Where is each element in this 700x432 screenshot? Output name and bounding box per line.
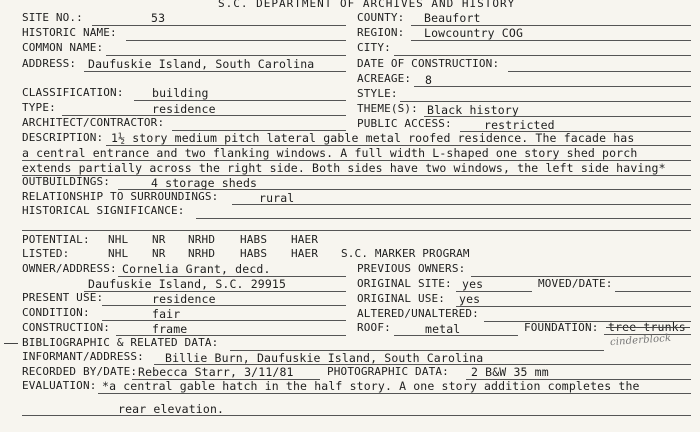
original-use-line [456,306,691,307]
region-label: REGION: [357,26,405,39]
potential-haer[interactable]: HAER [291,233,319,246]
type-label: TYPE: [22,101,56,114]
description-line-3: extends partially across the right side. Both sides have two windows, the left side having* [22,161,666,175]
address-line [84,71,346,72]
classification-label: CLASSIFICATION: [22,86,124,99]
moved-date-line [615,291,691,292]
description-rule-3 [22,175,691,176]
description-line-1: 1½ story medium pitch lateral gable metal roofed residence. The facade has [111,131,635,145]
classification-line [134,100,346,101]
foundation-handwritten: cinderblock [609,332,672,349]
margin-tick [4,343,18,344]
county-label: COUNTY: [357,11,405,24]
address-value: Daufuskie Island, South Carolina [88,57,315,71]
classification-value: building [152,86,209,100]
county-value: Beaufort [424,11,481,25]
previous-owners-label: PREVIOUS OWNERS: [357,262,466,275]
evaluation-line-2: rear elevation. [118,402,225,416]
present-use-label: PRESENT USE: [22,291,104,304]
site-no-value: 53 [151,11,166,25]
themes-line [424,116,691,117]
recorded-value: Rebecca Starr, 3/11/81 [138,365,294,379]
recorded-label: RECORDED BY/DATE: [22,365,138,378]
significance-line [196,218,691,219]
listed-nr[interactable]: NR [152,247,166,260]
evaluation-label: EVALUATION: [22,379,97,392]
foundation-label: FOUNDATION: [524,321,599,334]
city-line [394,55,691,56]
marker-program-label: S.C. MARKER PROGRAM [341,247,470,260]
description-label: DESCRIPTION: [22,131,104,144]
type-value: residence [152,102,216,116]
site-no-label: SITE NO.: [22,11,83,24]
potential-habs[interactable]: HABS [240,233,268,246]
style-label: STYLE: [357,87,398,100]
condition-value: fair [152,307,181,321]
informant-value: Billie Burn, Daufuskie Island, South Carolina [165,351,484,365]
original-use-value: yes [459,292,481,306]
construction-value: frame [152,322,188,336]
common-name-line [106,55,346,56]
roof-line [394,335,518,336]
foundation-strikethrough [606,327,690,328]
significance-label: HISTORICAL SIGNIFICANCE: [22,204,185,217]
altered-label: ALTERED/UNALTERED: [357,307,479,320]
foundation-value: tree trunks [608,320,686,334]
region-line [411,40,691,41]
condition-line [102,320,346,321]
common-name-label: COMMON NAME: [22,41,104,54]
surroundings-value: rural [259,191,295,205]
photo-value: 2 B&W 35 mm [471,365,549,379]
listed-habs[interactable]: HABS [240,247,268,260]
evaluation-rule-2 [22,415,691,416]
present-use-value: residence [152,292,216,306]
architect-label: ARCHITECT/CONTRACTOR: [22,116,165,129]
public-access-value: restricted [484,118,555,132]
public-access-label: PUBLIC ACCESS: [357,117,452,130]
owner-label: OWNER/ADDRESS: [22,262,117,275]
listed-label: LISTED: [22,247,70,260]
condition-label: CONDITION: [22,306,90,319]
acreage-line [414,86,691,87]
surroundings-line [232,204,691,205]
historic-name-label: HISTORIC NAME: [22,26,117,39]
form-title: S.C. DEPARTMENT OF ARCHIVES AND HISTORY [218,0,516,10]
outbuildings-value: 4 storage sheds [151,176,258,190]
original-site-value: yes [462,277,484,291]
style-line [400,101,691,102]
listed-nhl[interactable]: NHL [108,247,129,260]
potential-nr[interactable]: NR [152,233,166,246]
listed-haer[interactable]: HAER [291,247,319,260]
construction-label: CONSTRUCTION: [22,321,111,334]
original-use-label: ORIGINAL USE: [357,292,446,305]
surroundings-label: RELATIONSHIP TO SURROUNDINGS: [22,190,219,203]
outbuildings-label: OUTBUILDINGS: [22,175,111,188]
owner-line-2: Daufuskie Island, S.C. 29915 [88,277,287,291]
date-construction-label: DATE OF CONSTRUCTION: [357,57,500,70]
themes-value: Black history [427,103,519,117]
biblio-label: BIBLIOGRAPHIC & RELATED DATA: [22,336,219,349]
present-use-line [102,305,346,306]
roof-label: ROOF: [357,321,391,334]
original-site-label: ORIGINAL SITE: [357,277,452,290]
moved-date-label: MOVED/DATE: [538,277,613,290]
evaluation-line-1: *a central gable hatch in the half story. A one story addition completes the [102,379,640,393]
roof-value: metal [425,322,461,336]
potential-nrhd[interactable]: NRHD [188,233,216,246]
potential-nhl[interactable]: NHL [108,233,129,246]
site-no-line [92,25,346,26]
significance-rule-2 [22,230,691,231]
evaluation-rule-1 [98,393,691,394]
themes-label: THEME(S): [357,102,418,115]
owner-line-1: Cornelia Grant, decd. [122,262,271,276]
informant-label: INFORMANT/ADDRESS: [22,350,144,363]
date-construction-line [508,71,691,72]
potential-label: POTENTIAL: [22,233,90,246]
acreage-value: 8 [425,73,433,87]
photo-label: PHOTOGRAPHIC DATA: [327,365,449,378]
region-value: Lowcountry COG [424,26,524,40]
historic-name-line [126,40,346,41]
address-label: ADDRESS: [22,57,77,70]
city-label: CITY: [357,41,391,54]
acreage-label: ACREAGE: [357,72,412,85]
description-line-2: a central entrance and two flanking windows. A full width L-shaped one story shed porch [22,146,638,160]
listed-nrhd[interactable]: NRHD [188,247,216,260]
